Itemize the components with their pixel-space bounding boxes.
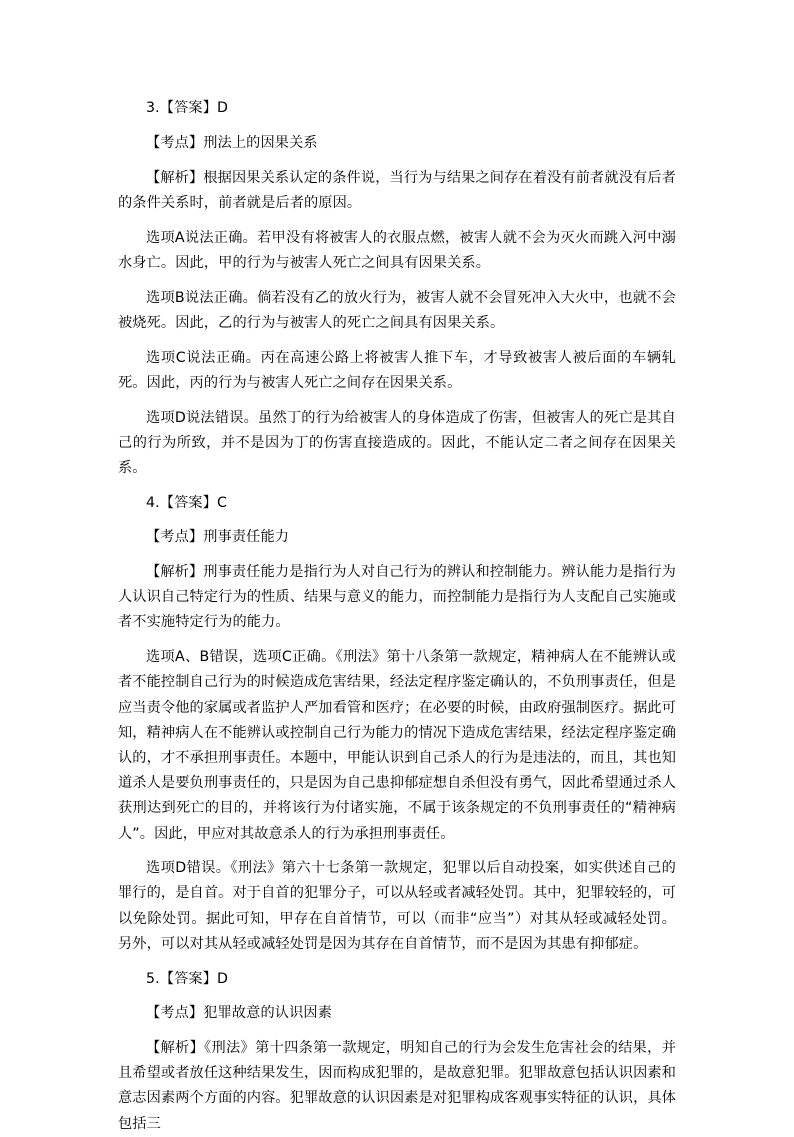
analysis-3: 【解析】根据因果关系认定的条件说，当行为与结果之间存在着没有前者就没有后者的条件关系时，前者就是后者的原因。 bbox=[118, 169, 676, 212]
option-d-4: 选项D错误。《刑法》第六十七条第一款规定，犯罪以后自动投案，如实供述自己的罪行的，是自首。对于自首的犯罪分子，可以从轻或者减轻处罚。其中，犯罪较轻的，可以免除处罚。据此可知，甲存在自首情节，可以（而非“应当”）对其从轻或减轻处罚。另外，可以对其从轻或减轻处罚是因为其存在自首情节，而不是因为其患有抑郁症。 bbox=[118, 860, 676, 952]
key-point-3: 【考点】刑法上的因果关系 bbox=[146, 135, 318, 152]
answer-5: 5.【答案】D bbox=[146, 970, 229, 987]
key-point-4: 【考点】刑事责任能力 bbox=[146, 529, 290, 546]
option-c-3: 选项C说法正确。丙在高速公路上将被害人推下车，才导致被害人被后面的车辆轧死。因此，丙的行为与被害人死亡之间存在因果关系。 bbox=[118, 349, 676, 391]
answer-4: 4.【答案】C bbox=[146, 494, 228, 511]
option-a-3: 选项A说法正确。若甲没有将被害人的衣服点燃，被害人就不会为灭火而跳入河中溺水身亡。因此，甲的行为与被害人死亡之间具有因果关系。 bbox=[118, 229, 676, 272]
option-b-3: 选项B说法正确。倘若没有乙的放火行为，被害人就不会冒死冲入大火中，也就不会被烧死。因此，乙的行为与被害人的死亡之间具有因果关系。 bbox=[118, 289, 676, 331]
analysis-5: 【解析】《刑法》第十四条第一款规定，明知自己的行为会发生危害社会的结果，并且希望或者放任这种结果发生，因而构成犯罪的，是故意犯罪。犯罪故意包括认识因素和意志因素两个方面的内容。犯罪故意的认识因素是对犯罪构成客观事实特征的认识，具体包括三 bbox=[118, 1040, 676, 1132]
option-d-3: 选项D说法错误。虽然丁的行为给被害人的身体造成了伤害，但被害人的死亡是其自己的行为所致，并不是因为丁的伤害直接造成的。因此，不能认定二者之间存在因果关系。 bbox=[118, 409, 676, 476]
option-abc-4: 选项A、B错误，选项C正确。《刑法》第十八条第一款规定，精神病人在不能辨认或者不能控制自己行为的时候造成危害结果，经法定程序鉴定确认的，不负刑事责任，但是应当责令他的家属或者监护人严加看管和医疗；在必要的时候，由政府强制医疗。据此可知，精神病人在不能辨认或控制自己行为能力的情况下造成危害结果，经法定程序鉴定确认的，才不承担刑事责任。本题中，甲能认识到自己杀人的行为是违法的，而且，其也知道杀人是要负刑事责任的，只是因为自己患抑郁症想自杀但没有勇气，因此希望通过杀人获刑达到死亡的目的，并将该行为付诸实施，不属于该条规定的不负刑事责任的“精神病人”。因此，甲应对其故意杀人的行为承担刑事责任。 bbox=[118, 649, 676, 842]
key-point-5: 【考点】犯罪故意的认识因素 bbox=[146, 1005, 332, 1022]
analysis-4: 【解析】刑事责任能力是指行为人对自己行为的辨认和控制能力。辨认能力是指行为人认识自己特定行为的性质、结果与意义的能力，而控制能力是指行为人支配自己实施或者不实施特定行为的能力。 bbox=[118, 564, 676, 631]
answer-3: 3.【答案】D bbox=[146, 100, 229, 116]
